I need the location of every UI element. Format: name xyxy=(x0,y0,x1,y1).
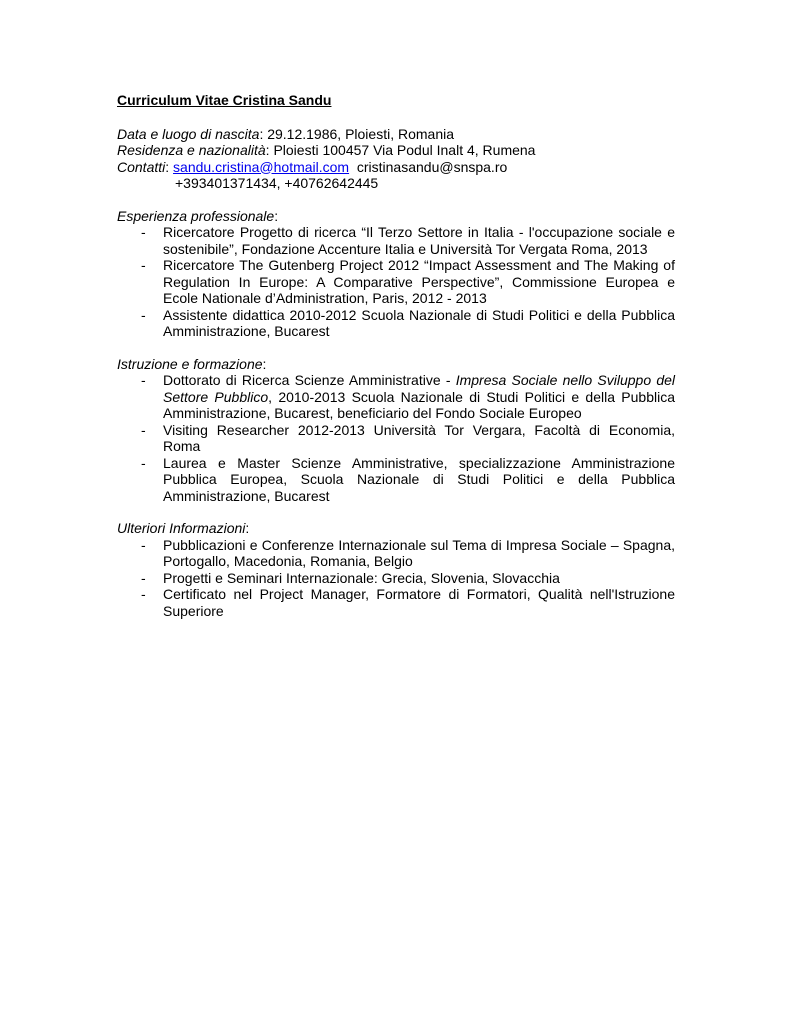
list-item-text: Laurea e Master Scienze Amministrative, specializzazione Amministrazione Pubblica Europea, Scuola Nazionale di Studi Politici e della Pubblica Amministrazione, Bucarest xyxy=(163,454,675,504)
contacts-label: Contatti xyxy=(117,158,166,175)
bullet-dash: - xyxy=(141,569,146,586)
list-item-text: Pubblicazioni e Conferenze Internazionale sul Tema di Impresa Sociale – Spagna, Portogallo, Macedonia, Romania, Belgio xyxy=(163,536,675,569)
list-item-text: Certificato nel Project Manager, Formatore di Formatori, Qualità nell'Istruzione Superiore xyxy=(163,586,675,619)
bullet-dash: - xyxy=(141,586,146,602)
residence-line: Residenza e nazionalità: Ploiesti 100457 Via Podul Inalt 4, Rumena xyxy=(117,142,536,158)
experience-list xyxy=(117,224,675,340)
bullet-dash: - xyxy=(141,536,146,553)
list-item xyxy=(117,307,675,340)
list-item xyxy=(117,257,675,307)
bullet-dash: - xyxy=(141,306,146,323)
list-item xyxy=(117,537,675,570)
education-heading: Istruzione e formazione xyxy=(117,355,263,372)
list-item-text: Assistente didattica 2010-2012 Scuola Nazionale di Studi Politici e della Pubblica Amministrazione, Bucarest xyxy=(163,306,675,339)
list-item-text: Progetti e Seminari Internazionale: Grecia, Slovenia, Slovacchia xyxy=(163,569,560,586)
bullet-dash: - xyxy=(141,421,146,438)
list-item-text: Ricercatore The Gutenberg Project 2012 “Impact Assessment and The Making of Regulation In Europe: A Comparative Perspective”, Commissione Europea e Ecole Nationale d’Administration, Paris, 2012 - 2013 xyxy=(163,257,675,306)
education-heading-line: Istruzione e formazione: xyxy=(117,355,267,372)
list-item-text: Ricercatore Progetto di ricerca “Il Terzo Settore in Italia - l'occupazione sociale e sostenibile”, Fondazione Accenture Italia e Università Tor Vergata Roma, 2013 xyxy=(163,224,675,257)
birth-value: 29.12.1986, Ploiesti, Romania xyxy=(267,125,455,142)
list-item xyxy=(117,455,675,505)
list-item xyxy=(117,224,675,257)
email-secondary: cristinasandu@snspa.ro xyxy=(356,158,508,175)
further-list xyxy=(117,537,675,620)
experience-heading-line: Esperienza professionale: xyxy=(117,207,279,224)
experience-heading: Esperienza professionale xyxy=(117,207,275,224)
phone-numbers: +393401371434, +40762642445 xyxy=(175,175,379,191)
education-list xyxy=(117,372,675,504)
birth-line: Data e luogo di nascita: 29.12.1986, Ploiesti, Romania xyxy=(117,125,455,142)
birth-label: Data e luogo di nascita xyxy=(117,125,260,142)
list-item xyxy=(117,422,675,455)
bullet-dash: - xyxy=(141,454,146,471)
residence-value: Ploiesti 100457 Via Podul Inalt 4, Rumena xyxy=(273,142,536,158)
bullet-dash: - xyxy=(141,224,146,240)
cv-title: Curriculum Vitae Cristina Sandu xyxy=(117,92,332,108)
bullet-dash: - xyxy=(141,257,146,273)
bullet-dash: - xyxy=(141,372,146,388)
email-primary-link[interactable]: sandu.cristina@hotmail.com xyxy=(173,158,350,175)
list-item-text: Dottorato di Ricerca Scienze Amministrative - xyxy=(163,372,456,388)
further-heading-line: Ulteriori Informazioni: xyxy=(117,520,250,536)
residence-label: Residenza e nazionalità xyxy=(117,142,266,158)
cv-content xyxy=(117,92,675,619)
thesis-title: Impresa Sociale nello Sviluppo del Settore Pubblico xyxy=(163,372,676,405)
list-item xyxy=(117,570,675,587)
further-heading: Ulteriori Informazioni xyxy=(117,520,246,536)
list-item xyxy=(117,372,675,422)
list-item-text: Visiting Researcher 2012-2013 Università Tor Vergara, Facoltà di Economia, Roma xyxy=(163,421,675,454)
list-item xyxy=(117,586,675,619)
contacts-line: Contatti: sandu.cristina@hotmail.com cristinasandu@snspa.ro xyxy=(117,158,508,175)
list-item-text: , 2010-2013 Scuola Nazionale di Studi Politici e della Pubblica Amministrazione, Bucarest, beneficiario del Fondo Sociale Europeo xyxy=(163,388,676,421)
